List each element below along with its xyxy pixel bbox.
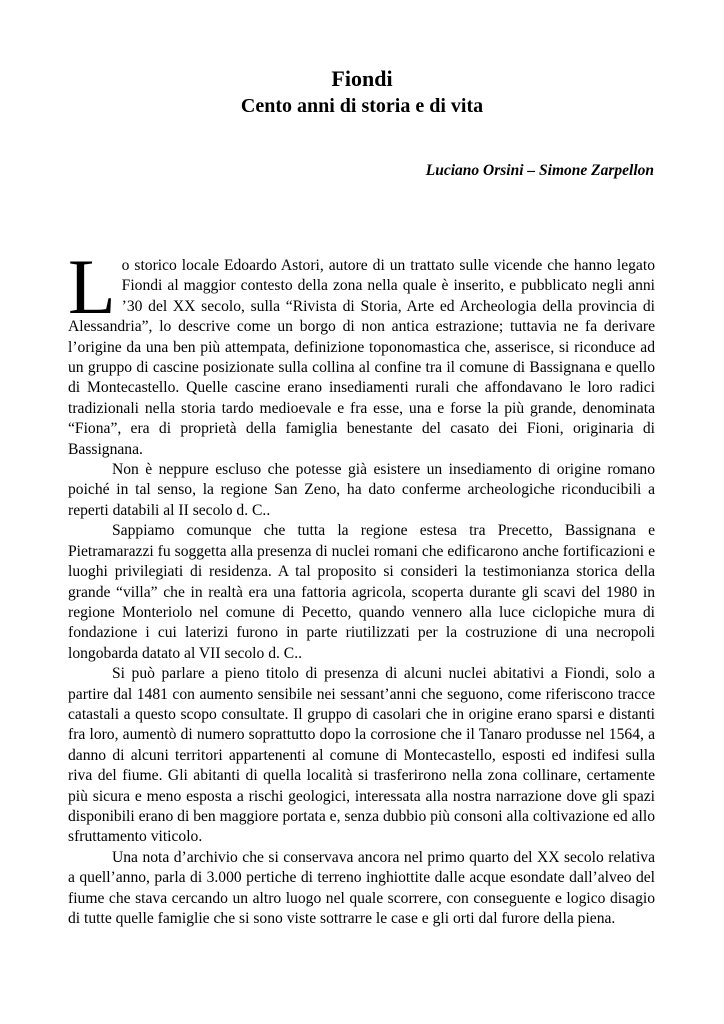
page-subtitle: Cento anni di storia e di vita — [240, 95, 484, 117]
paragraph-4: Si può parlare a pieno titolo di presenza di alcuni nuclei abitativi a Fiondi, solo a partire dal 1481 con aumento sensibile nei sessant’anni che seguono, come riferiscono tracce catastali a questo scopo consultate. Il gruppo di casolari che in origine erano sparsi e distanti fra loro, aumentò di numero soprattutto dopo la corrosione che il Tanaro produsse nel 1564, a danno di alcuni territori appartenenti al comune di Montecastello, esposti ed indifesi sulla riva del fiume. Gli abitanti di quella località si trasferirono nella zona collinare, certamente più sicura e meno esposta a rischi geologici, interessata alla nostra narrazione dove gli spazi disponibili erano di ben maggiore portata e, senza dubbio più consoni alla coltivazione ed allo sfruttamento viticolo. — [68, 665, 655, 846]
article-body — [68, 243, 655, 929]
page-title: Fiondi — [331, 66, 393, 91]
paragraph-3: Sappiamo comunque che tutta la regione estesa tra Precetto, Bassignana e Pietramarazzi fu soggetta alla presenza di nuclei romani che edificarono anche fortificazioni e luoghi privilegiati di residenza. A tal proposito si consideri la testimonianza storica della grande “villa” che in realtà era una fattoria agricola, scoperta durante gli scavi del 1980 in regione Monteriolo nel comune di Pecetto, quando vennero alla luce ciclopiche mura di fondazione i cui laterizi furono in parte riutilizzati per la costruzione di una necropoli longobarda datato al VII secolo d. C.. — [68, 522, 655, 662]
drop-cap: L — [68, 243, 116, 330]
paragraph-5: Una nota d’archivio che si conservava ancora nel primo quarto del XX secolo relativa a quell’anno, parla di 3.000 pertiche di terreno inghiottite dalle acque esondate dall’alveo del fiume che stava cercando un altro luogo nel quale scorrere, con conseguente e logico disagio di tutte quelle famiglie che si sono viste sottrarre le case e gli orti dal furore della piena. — [68, 848, 655, 927]
authors-line: Luciano Orsini – Simone Zarpellon — [425, 162, 654, 179]
paragraph-1 — [68, 243, 655, 460]
paragraph-1-text: o storico locale Edoardo Astori, autore di un trattato sulle vicende che hanno legato Fiondi al maggior contesto della zona nella quale è inserito, e pubblicato negli anni ’30 del XX secolo, sulla “Rivista di Storia, Arte ed Archeologia della provincia di Alessandria”, lo descrive come un borgo di non antica estrazione; tuttavia ne fa derivare l’origine da una ben più attempata, definizione toponomastica che, asserisce, si riconduce ad un gruppo di cascine posizionate sulla collina al confine tra il comune di Bassignana e quello di Montecastello. Quelle cascine erano insediamenti rurali che affondavano le loro radici tradizionali nella storia tardo medioevale e fra esse, una e forse la più grande, denominata “Fiona”, era di proprietà della famiglia benestante del casato dei Fioni, originaria di Bassignana. — [68, 257, 655, 458]
paragraph-2: Non è neppure escluso che potesse già esistere un insediamento di origine romano poiché in tal senso, la regione San Zeno, ha dato conferme archeologiche riconducibili a reperti databili al II secolo d. C.. — [68, 461, 655, 519]
